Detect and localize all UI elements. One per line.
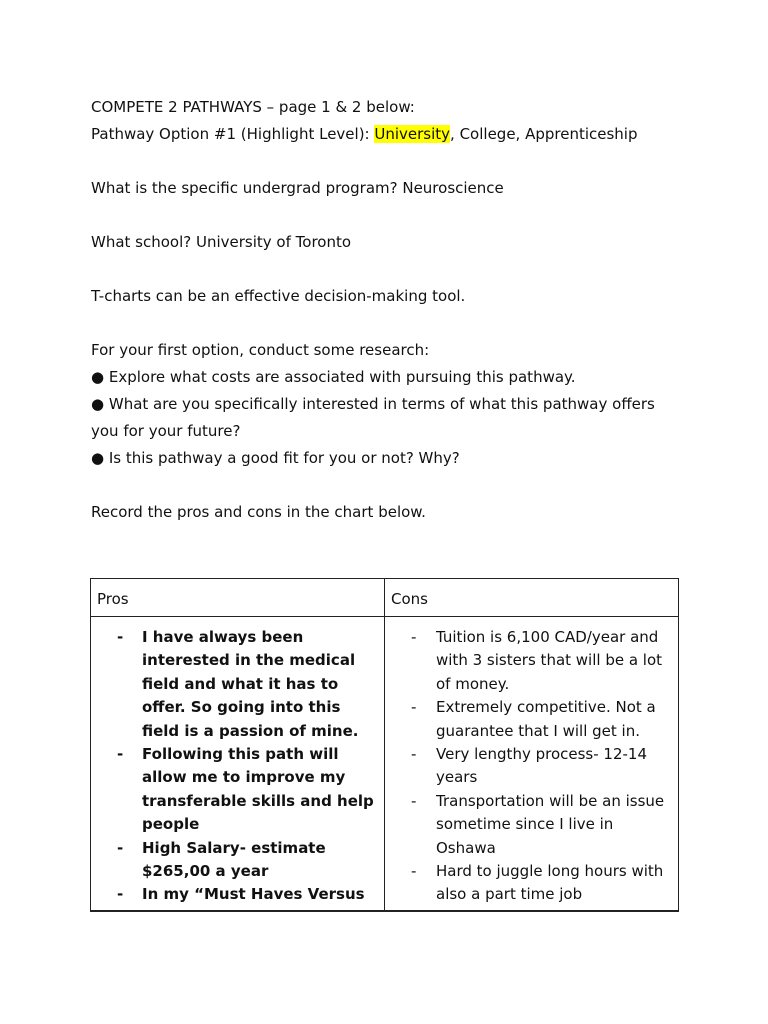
- pathway-option-line: [91, 121, 691, 148]
- list-dash: -: [117, 838, 124, 857]
- document-body: [91, 94, 691, 526]
- pros-column: [91, 617, 385, 911]
- cons-item: [385, 696, 678, 743]
- school-question: What school? University of Toronto: [91, 233, 352, 251]
- pros-item: [91, 883, 384, 906]
- list-dash: -: [411, 698, 417, 717]
- pathway-other-levels: , College, Apprenticeship: [450, 125, 638, 143]
- page-heading: COMPETE 2 PATHWAYS – page 1 & 2 below:: [91, 98, 415, 116]
- cons-item: [385, 790, 678, 860]
- pathway-highlighted-level: University: [374, 125, 451, 143]
- list-dash: -: [117, 885, 124, 904]
- cons-item: [385, 860, 678, 907]
- cons-item-text: Extremely competitive. Not a guarantee that I will get in.: [436, 698, 656, 740]
- tcharts-note: T-charts can be an effective decision-making tool.: [91, 287, 466, 305]
- pros-list: [91, 617, 384, 907]
- pros-header: Pros: [91, 579, 385, 616]
- pros-item: [91, 837, 384, 884]
- pros-item-text: I have always been interested in the medical field and what it has to offer. So going into this field is a passion of mine.: [142, 628, 359, 740]
- list-dash: -: [411, 628, 417, 646]
- list-dash: -: [117, 745, 124, 764]
- pros-item: [91, 626, 384, 743]
- list-dash: -: [411, 862, 417, 881]
- pros-item: [91, 743, 384, 837]
- research-bullet-interests: ● What are you specifically interested in terms of what this pathway offers: [91, 395, 655, 413]
- pros-item-text: In my “Must Haves Versus: [142, 885, 365, 904]
- cons-list: [385, 617, 678, 907]
- cons-item: [385, 626, 678, 696]
- pros-cons-tchart: [90, 578, 679, 912]
- cons-item-text: Transportation will be an issue sometime since I live in Oshawa: [436, 791, 665, 857]
- list-dash: -: [117, 628, 124, 646]
- list-dash: -: [411, 791, 417, 810]
- chart-instruction: Record the pros and cons in the chart below.: [91, 503, 426, 521]
- pathway-prefix: Pathway Option #1 (Highlight Level):: [91, 125, 375, 143]
- research-intro: For your first option, conduct some research:: [91, 341, 430, 359]
- cons-header: Cons: [391, 590, 428, 608]
- cons-column: [385, 617, 678, 911]
- list-dash: -: [411, 745, 417, 764]
- research-bullet-fit: ● Is this pathway a good fit for you or not? Why?: [91, 449, 460, 467]
- pros-item-text: Following this path will allow me to improve my transferable skills and help people: [142, 745, 374, 834]
- cons-item-text: Hard to juggle long hours with also a part time job: [436, 862, 664, 904]
- pros-item-text: High Salary- estimate $265,00 a year: [142, 838, 326, 881]
- research-bullet-costs: ● Explore what costs are associated with pursuing this pathway.: [91, 368, 576, 386]
- cons-item-text: Tuition is 6,100 CAD/year and with 3 sisters that will be a lot of money.: [436, 628, 663, 693]
- tchart-header-row: [91, 579, 678, 617]
- research-bullet-interests-cont: you for your future?: [91, 422, 241, 440]
- cons-item: [385, 743, 678, 790]
- cons-item-text: Very lengthy process- 12-14 years: [436, 745, 648, 787]
- tchart-body-row: [91, 617, 678, 911]
- program-question: What is the specific undergrad program? Neuroscience: [91, 179, 504, 197]
